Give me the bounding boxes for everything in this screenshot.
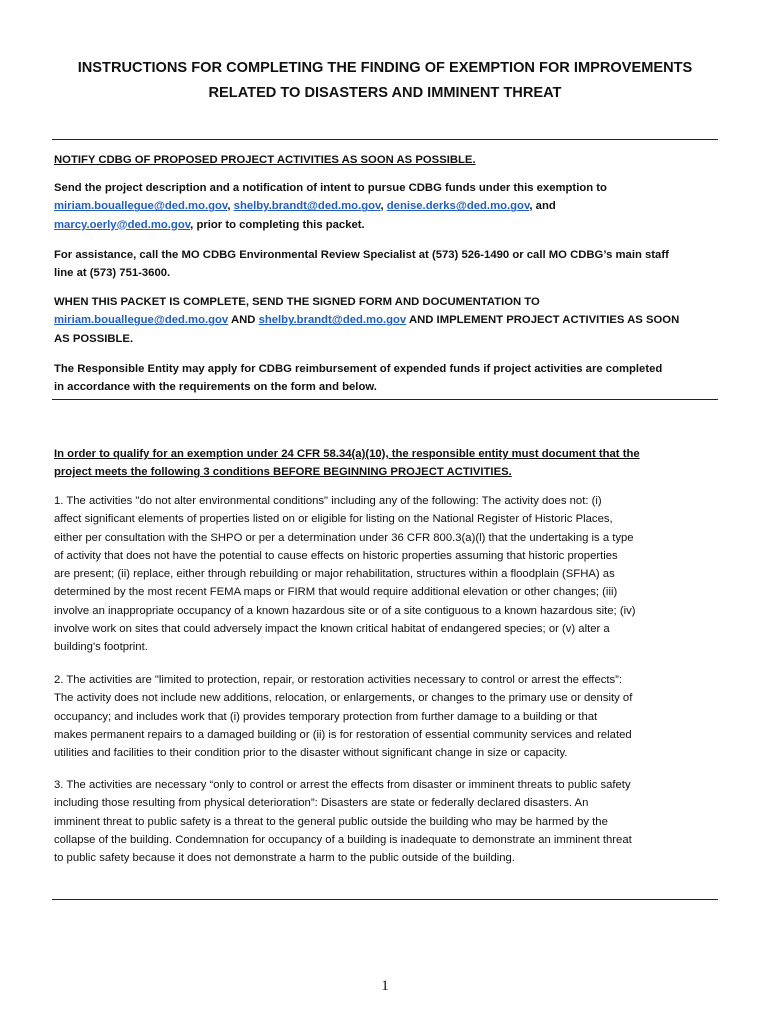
condition-1-line: affect significant elements of properties listed on or eligible for listing on the National Register of Historic Places,: [54, 513, 613, 526]
condition-3-line: imminent threat to public safety is a threat to the general public outside the building who may be harmed by the: [54, 815, 608, 828]
email-link-bouallegue-2[interactable]: miriam.bouallegue@ded.mo.gov: [54, 314, 229, 327]
conditions-heading: [54, 445, 718, 482]
divider-top: [52, 139, 718, 140]
condition-2-line: utilities and facilities to their condition prior to the disaster without significant change in size or capacity.: [54, 747, 568, 760]
email-separator: ,: [380, 200, 387, 213]
send-intro: Send the project description and a notification of intent to pursue CDBG funds under this exemption to: [54, 182, 607, 194]
email-link-oerly[interactable]: marcy.oerly@ded.mo.gov: [54, 218, 191, 231]
condition-2-line: makes permanent repairs to a damaged building or (ii) is for restoration of essential community services and related: [54, 728, 632, 741]
send-email-line: [54, 197, 718, 215]
title-line-1: INSTRUCTIONS FOR COMPLETING THE FINDING OF EXEMPTION FOR IMPROVEMENTS: [77, 60, 693, 76]
complete-and: AND: [228, 314, 259, 327]
condition-2-line: 2. The activities are "limited to protection, repair, or restoration activities necessary to control or arrest the effects”:: [54, 674, 623, 686]
condition-item-3: [54, 776, 718, 867]
condition-3-line: to public safety because it does not demonstrate a harm to the public outside of the building.: [54, 852, 515, 865]
notify-heading: NOTIFY CDBG OF PROPOSED PROJECT ACTIVITIES AS SOON AS POSSIBLE.: [54, 154, 476, 166]
page-title: [40, 56, 730, 106]
assistance-line-2: line at (573) 751-3600.: [54, 267, 171, 280]
condition-1-line: 1. The activities "do not alter environmental conditions" including any of the following: The activity does not: (i): [54, 495, 602, 507]
condition-1-line: involve work on sites that could adversely impact the known critical habitat of endangered species; or (v) alter a: [54, 623, 610, 636]
send-outro: , prior to completing this packet.: [190, 218, 365, 231]
conditions-heading-line-2: project meets the following 3 conditions BEFORE BEGINNING PROJECT ACTIVITIES.: [54, 466, 512, 479]
condition-1-line: involve an inappropriate occupancy of a known hazardous site or of a site contiguous to a known hazardous site; (iv): [54, 604, 636, 617]
title-line-2: RELATED TO DISASTERS AND IMMINENT THREAT: [208, 85, 562, 101]
email-link-brandt[interactable]: shelby.brandt@ded.mo.gov: [233, 200, 381, 213]
condition-1-line: are present; (ii) replace, either through rebuilding or major rehabilitation, structures within a floodplain (SFHA) as: [54, 568, 615, 581]
send-email-line-2: [54, 216, 718, 234]
send-paragraph: [54, 179, 718, 234]
assistance-paragraph: [54, 246, 718, 283]
complete-line-2: [54, 311, 718, 329]
reimbursement-paragraph: [54, 360, 718, 397]
complete-line-1: WHEN THIS PACKET IS COMPLETE, SEND THE SIGNED FORM AND DOCUMENTATION TO: [54, 296, 540, 308]
condition-2-line: The activity does not include new additions, relocation, or enlargements, or changes to the primary use or density of: [54, 692, 633, 705]
email-link-derks[interactable]: denise.derks@ded.mo.gov: [386, 200, 530, 213]
complete-line-3: AS POSSIBLE.: [54, 332, 134, 345]
email-separator: ,: [227, 200, 234, 213]
condition-1-line: either per consultation with the SHPO or per a determination under 36 CFR 800.3(a)(l) that the undertaking is a type: [54, 531, 634, 544]
page-number: 1: [381, 978, 389, 994]
condition-2-line: occupancy; and includes work that (i) provides temporary protection from further damage to a building or that: [54, 710, 598, 723]
condition-3-line: including those resulting from physical deterioration”: Disasters are state or federally declared disasters. An: [54, 797, 589, 810]
reimbursement-line-1: The Responsible Entity may apply for CDBG reimbursement of expended funds if project activities are completed: [54, 363, 663, 375]
condition-1-line: of activity that does not have the potential to cause effects on historic properties assuming that historic properties: [54, 549, 618, 562]
conditions-heading-line-1: In order to qualify for an exemption under 24 CFR 58.34(a)(10), the responsible entity must document that the: [54, 448, 640, 460]
condition-item-2: [54, 671, 718, 762]
email-link-bouallegue[interactable]: miriam.bouallegue@ded.mo.gov: [54, 200, 228, 213]
email-link-brandt-2[interactable]: shelby.brandt@ded.mo.gov: [258, 314, 407, 327]
condition-3-line: 3. The activities are necessary “only to control or arrest the effects from disaster or imminent threats to public safety: [54, 779, 631, 791]
divider-middle: [52, 399, 718, 400]
email-separator-and: , and: [529, 200, 556, 213]
condition-item-1: [54, 492, 718, 657]
divider-bottom: [52, 899, 718, 900]
assistance-line-1: For assistance, call the MO CDBG Environmental Review Specialist at (573) 526-1490 or call MO CDBG’s main staff: [54, 249, 669, 261]
condition-3-line: collapse of the building. Condemnation for occupancy of a building is inadequate to demonstrate an imminent threat: [54, 833, 632, 846]
complete-paragraph: [54, 293, 718, 348]
reimbursement-line-2: in accordance with the requirements on the form and below.: [54, 381, 377, 394]
complete-outro: AND IMPLEMENT PROJECT ACTIVITIES AS SOON: [406, 314, 680, 327]
condition-1-line: building's footprint.: [54, 641, 148, 654]
condition-1-line: determined by the most recent FEMA maps or FIRM that would require additional elevation or other changes; (iii): [54, 586, 618, 599]
